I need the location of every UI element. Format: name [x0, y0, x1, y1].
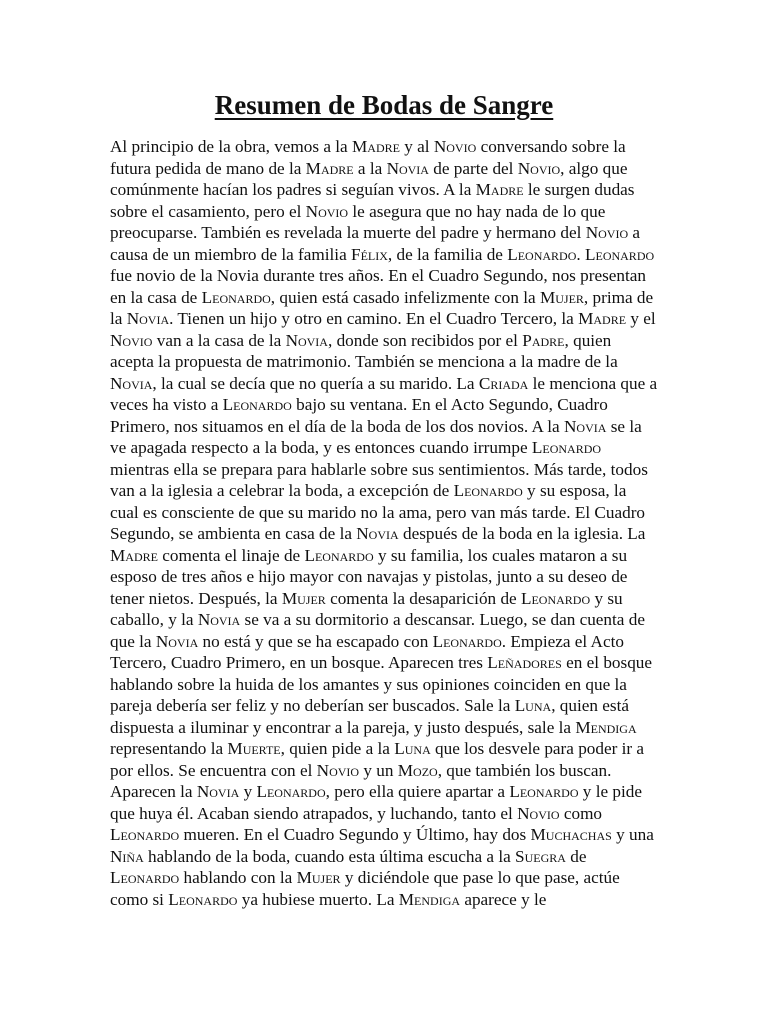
- character-name: Novia: [285, 330, 328, 350]
- character-name: Madre: [475, 180, 524, 199]
- text-run: y le pide que huya él. Acaban siendo atrapados, y luchando, tanto el: [110, 782, 642, 823]
- text-run: fue novio de la Novia durante tres años. En el Cuadro Segundo, nos presentan en la casa de: [110, 266, 647, 307]
- text-run: como: [559, 803, 603, 823]
- character-name: Suegra: [515, 846, 566, 866]
- character-name: Madre: [578, 309, 627, 328]
- text-run: , prima de la: [110, 287, 654, 328]
- text-run: se va a su dormitorio a descansar. Luego, se dan cuenta de que la: [110, 610, 645, 651]
- character-name: Novio: [433, 137, 477, 156]
- text-run: le asegura que no hay nada de lo que preocuparse. También es revelada la muerte del padre y hermano del: [110, 201, 606, 242]
- text-run: y una: [611, 825, 654, 844]
- text-run: . Empieza el Acto Tercero, Cuadro Primero, en un bosque. Aparecen tres: [110, 631, 624, 672]
- character-name: Leonardo: [531, 438, 602, 457]
- text-run: se la ve apagada respecto a la boda, y es entonces cuando irrumpe: [110, 416, 642, 457]
- character-name: Leonardo: [222, 395, 292, 414]
- text-run: después de la boda en la iglesia. La: [398, 524, 646, 543]
- text-run: y al: [399, 137, 434, 156]
- character-name: Niña: [110, 846, 144, 866]
- character-name: Madre: [352, 137, 400, 156]
- character-name: Mujer: [281, 588, 326, 608]
- character-name: Novia: [126, 309, 170, 328]
- text-run: le menciona que a veces ha visto a: [110, 373, 658, 414]
- character-name: Novia: [356, 524, 399, 543]
- character-name: Novio: [110, 330, 153, 350]
- text-run: , la cual se decía que no quería a su marido. La: [152, 373, 479, 393]
- text-run: ya hubiese muerto. La: [237, 889, 399, 909]
- text-run: hablando con la: [179, 868, 297, 887]
- character-name: Leonardo: [201, 287, 271, 307]
- text-run: hablando de la boda, cuando esta última escucha a la: [143, 846, 516, 866]
- summary-paragraph: [110, 136, 658, 910]
- text-run: mueren. En el Cuadro Segundo y Último, hay dos: [179, 825, 531, 844]
- text-run: a causa de un miembro de la familia: [110, 223, 641, 264]
- text-run: , quien está dispuesta a iluminar y encontrar a la pareja, y justo después, sale la: [110, 696, 629, 737]
- character-name: Leonardo: [509, 782, 579, 801]
- character-name: Novio: [517, 158, 561, 178]
- text-run: conversando sobre la futura pedida de mano de la: [110, 137, 626, 178]
- text-run: Al principio de la obra, vemos a la: [110, 137, 352, 156]
- character-name: Leonardo: [584, 244, 655, 264]
- text-run: comenta el linaje de: [157, 545, 305, 565]
- text-run: no está y que se ha escapado con: [198, 631, 433, 651]
- text-run: , pero ella quiere apartar a: [325, 782, 510, 801]
- character-name: Criada: [478, 373, 529, 393]
- text-run: de: [565, 846, 587, 866]
- character-name: Novio: [316, 760, 360, 780]
- character-name: Madre: [305, 158, 354, 178]
- text-run: y el: [626, 309, 656, 328]
- text-run: mientras ella se prepara para hablarle sobre sus sentimientos. Más tarde, todos van a la iglesia a celebrar la boda, a excepción de: [110, 459, 648, 500]
- text-run: representando la: [110, 739, 228, 758]
- character-name: Leonardo: [432, 631, 502, 651]
- text-run: , donde son recibidos por el: [327, 330, 523, 350]
- character-name: Muchachas: [530, 825, 612, 844]
- character-name: Padre: [522, 330, 565, 350]
- character-name: Leonardo: [304, 545, 374, 565]
- character-name: Muerte: [227, 739, 281, 758]
- character-name: Novio: [585, 223, 629, 242]
- character-name: Leonardo: [453, 481, 523, 500]
- text-run: aparece y le: [460, 889, 547, 909]
- text-run: en el bosque hablando sobre la huida de los amantes y sus opiniones coinciden en que la pareja debería ser feliz y no deberían ser buscados. Sale la: [110, 653, 653, 715]
- character-name: Mujer: [296, 868, 341, 887]
- text-run: de parte del: [428, 158, 518, 178]
- character-name: Leonardo: [507, 244, 577, 264]
- text-run: a la: [353, 158, 387, 178]
- character-name: Novio: [517, 803, 560, 823]
- character-name: Novia: [110, 373, 153, 393]
- text-run: comenta la desaparición de: [325, 588, 521, 608]
- text-run: bajo su ventana. En el Acto Segundo, Cuadro Primero, nos situamos en el día de la boda de los dos novios. A la: [110, 395, 608, 436]
- text-run: y su caballo, y la: [110, 588, 623, 629]
- character-name: Leonardo: [110, 868, 180, 887]
- character-name: Novia: [563, 416, 607, 436]
- text-run: , quien acepta la propuesta de matrimonio. También se menciona a la madre de la: [110, 330, 618, 371]
- text-run: que los desvele para poder ir a por ellos. Se encuentra con el: [110, 739, 645, 780]
- character-name: Leñadores: [487, 653, 562, 672]
- text-run: y su esposa, la cual es consciente de que su marido no la ama, pero van más tarde. El Cuadro Segundo, se ambienta en casa de la: [110, 481, 646, 543]
- character-name: Mendiga: [398, 889, 461, 909]
- character-name: Mendiga: [575, 717, 637, 737]
- text-run: , algo que comúnmente hacían los padres si seguían vivos. A la: [110, 158, 628, 199]
- text-run: . Tienen un hijo y otro en camino. En el Cuadro Tercero, la: [169, 309, 579, 328]
- text-run: le surgen dudas sobre el casamiento, pero el: [110, 180, 635, 221]
- text-run: , que también los buscan. Aparecen la: [110, 760, 612, 801]
- character-name: Leonardo: [520, 588, 591, 608]
- character-name: Félix: [351, 244, 388, 264]
- character-name: Mozo: [397, 760, 438, 780]
- character-name: Leonardo: [110, 825, 180, 844]
- text-run: .: [576, 244, 585, 264]
- character-name: Leonardo: [168, 889, 238, 909]
- character-name: Leonardo: [256, 782, 326, 801]
- character-name: Madre: [110, 545, 158, 565]
- character-name: Novia: [155, 631, 199, 651]
- text-run: y diciéndole que pase lo que pase, actúe como si: [110, 868, 620, 909]
- character-name: Novia: [196, 782, 240, 801]
- character-name: Luna: [514, 696, 552, 715]
- text-run: , de la familia de: [387, 244, 508, 264]
- text-run: , quien está casado infelizmente con la: [270, 287, 540, 307]
- character-name: Novio: [305, 201, 349, 221]
- character-name: Novia: [386, 158, 429, 178]
- document-title: Resumen de Bodas de Sangre: [214, 90, 554, 120]
- text-run: y un: [359, 760, 398, 780]
- text-run: , quien pide a la: [280, 739, 395, 758]
- character-name: Luna: [394, 739, 431, 758]
- character-name: Novia: [197, 610, 241, 629]
- text-run: y su familia, los cuales mataron a su esposo de tres años e hijo mayor con navajas y pistolas, junto a su deseo de tener nietos. Después, la: [110, 545, 628, 608]
- text-run: van a la casa de la: [152, 330, 286, 350]
- character-name: Mujer: [539, 287, 584, 307]
- text-run: y: [239, 782, 257, 801]
